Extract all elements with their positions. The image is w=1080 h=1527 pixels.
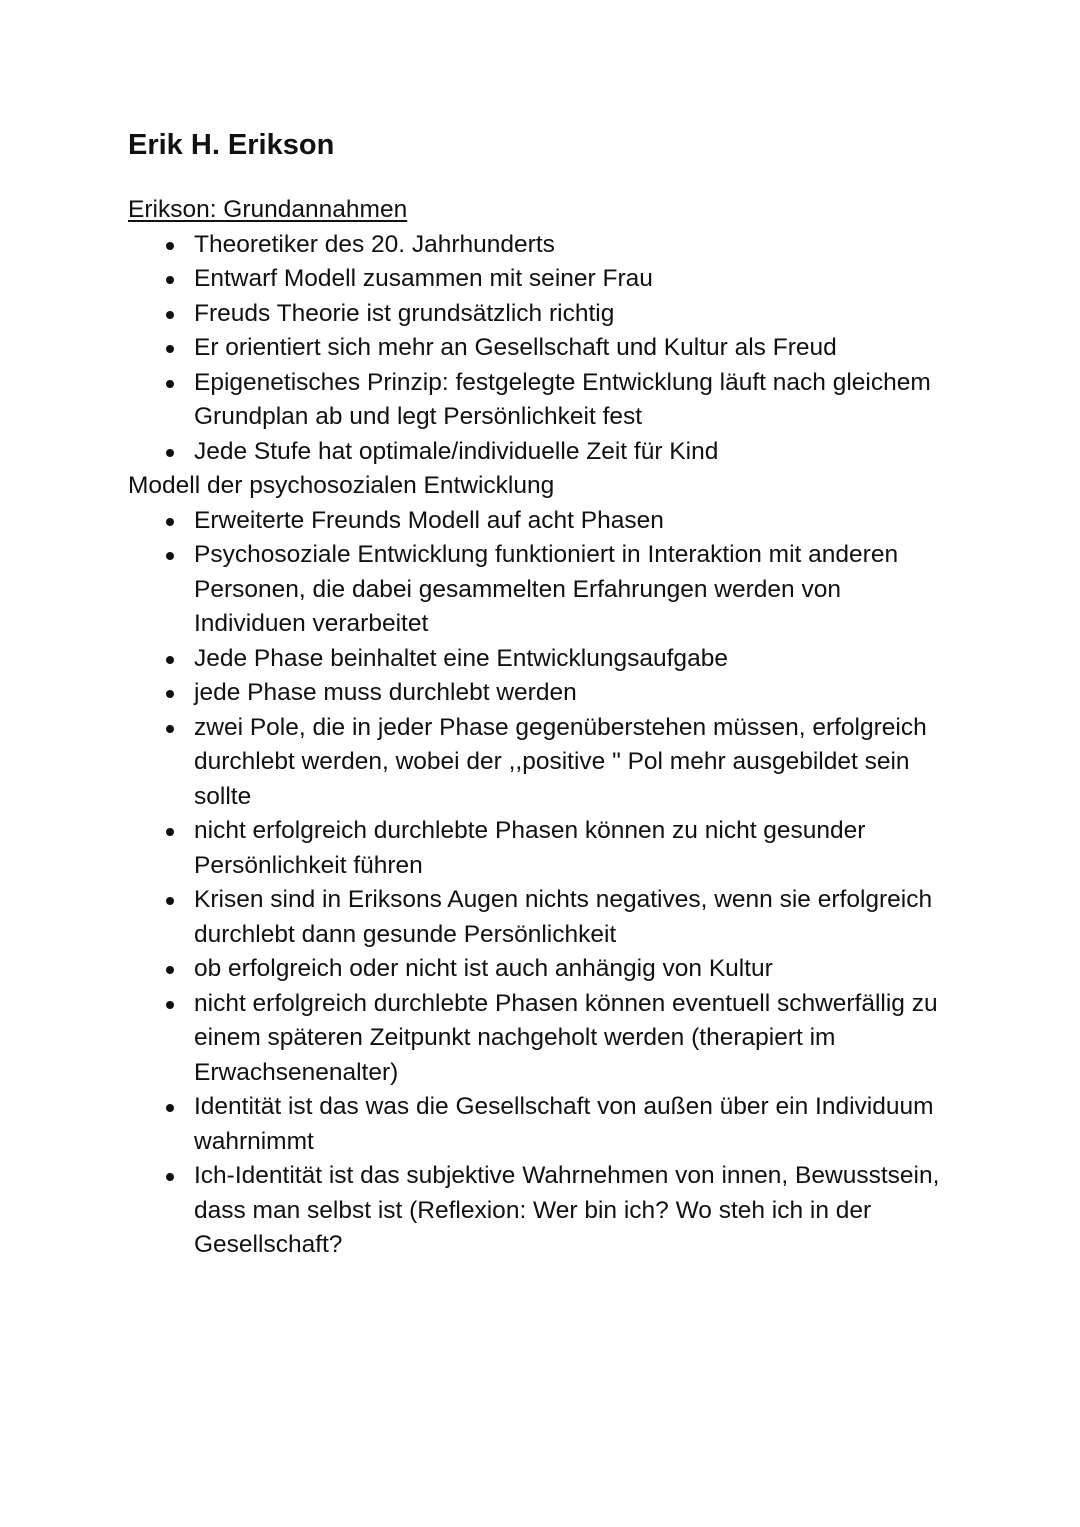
list-item bbox=[128, 642, 958, 677]
list-item-text: Identität ist das was die Gesellschaft von außen über ein Individuum wahrnimmt bbox=[194, 1093, 934, 1155]
bullet-icon bbox=[166, 828, 174, 836]
list-item-text: ob erfolgreich oder nicht ist auch anhängig von Kultur bbox=[194, 955, 773, 982]
list-item-text: nicht erfolgreich durchlebte Phasen können eventuell schwerfällig zu einem späteren Zeitpunkt nachgeholt werden (therapiert im Erwachsenenalter) bbox=[194, 989, 938, 1086]
list-item-text: Krisen sind in Eriksons Augen nichts negatives, wenn sie erfolgreich durchlebt dann gesunde Persönlichkeit bbox=[194, 886, 933, 948]
bullet-icon bbox=[166, 518, 174, 526]
bullet-icon bbox=[166, 1173, 174, 1181]
bullet-icon bbox=[166, 380, 174, 388]
list-item bbox=[128, 814, 958, 883]
list-item-text: Jede Stufe hat optimale/individuelle Zeit für Kind bbox=[194, 437, 719, 465]
list-item bbox=[128, 538, 958, 642]
list-item bbox=[128, 366, 958, 435]
section-heading: Erikson: Grundannahmen bbox=[128, 196, 408, 223]
bullet-icon bbox=[166, 345, 174, 353]
section-heading: Modell der psychosozialen Entwicklung bbox=[128, 472, 555, 499]
list-item-text: Freuds Theorie ist grundsätzlich richtig bbox=[194, 299, 615, 327]
section-psychosoziale-entwicklung bbox=[128, 469, 958, 1263]
list-item bbox=[128, 331, 958, 366]
bullet-icon bbox=[166, 897, 174, 905]
list-item bbox=[128, 262, 958, 297]
bullet-list bbox=[128, 228, 958, 470]
bullet-icon bbox=[166, 1104, 174, 1112]
list-item-text: Theoretiker des 20. Jahrhunderts bbox=[194, 230, 555, 258]
section-grundannahmen bbox=[128, 193, 958, 469]
list-item bbox=[128, 504, 958, 539]
list-item-text: Erweiterte Freunds Modell auf acht Phasen bbox=[194, 506, 664, 534]
list-item-text: Entwarf Modell zusammen mit seiner Frau bbox=[194, 265, 653, 292]
list-item bbox=[128, 676, 958, 711]
bullet-icon bbox=[166, 656, 174, 664]
list-item bbox=[128, 987, 958, 1091]
bullet-icon bbox=[166, 690, 174, 698]
list-item bbox=[128, 297, 958, 332]
list-item-text: Er orientiert sich mehr an Gesellschaft und Kultur als Freud bbox=[194, 334, 837, 361]
list-item bbox=[128, 1090, 958, 1159]
bullet-icon bbox=[166, 242, 174, 250]
bullet-icon bbox=[166, 276, 174, 284]
list-item-text: jede Phase muss durchlebt werden bbox=[194, 679, 577, 706]
list-item bbox=[128, 228, 958, 263]
bullet-icon bbox=[166, 725, 174, 733]
list-item-text: Ich-Identität ist das subjektive Wahrnehmen von innen, Bewusstsein, dass man selbst ist (Reflexion: Wer bin ich? Wo steh ich in der Gesellschaft? bbox=[194, 1162, 940, 1258]
bullet-list bbox=[128, 504, 958, 1263]
list-item-text: nicht erfolgreich durchlebte Phasen können zu nicht gesunder Persönlichkeit führen bbox=[194, 817, 866, 879]
document-body bbox=[128, 193, 958, 1263]
list-item-text: Epigenetisches Prinzip: festgelegte Entwicklung läuft nach gleichem Grundplan ab und legt Persönlichkeit fest bbox=[194, 368, 931, 430]
list-item-text: zwei Pole, die in jeder Phase gegenüberstehen müssen, erfolgreich durchlebt werden, wobei der ,,positive " Pol mehr ausgebildet sein sollte bbox=[194, 713, 927, 810]
bullet-icon bbox=[166, 311, 174, 319]
list-item bbox=[128, 952, 958, 987]
list-item bbox=[128, 435, 958, 470]
list-item-text: Psychosoziale Entwicklung funktioniert in Interaktion mit anderen Personen, die dabei gesammelten Erfahrungen werden von Individuen verarbeitet bbox=[194, 541, 899, 637]
list-item bbox=[128, 711, 958, 815]
bullet-icon bbox=[166, 1001, 174, 1009]
bullet-icon bbox=[166, 449, 174, 457]
list-item-text: Jede Phase beinhaltet eine Entwicklungsaufgabe bbox=[194, 644, 728, 672]
list-item bbox=[128, 883, 958, 952]
bullet-icon bbox=[166, 552, 174, 560]
bullet-icon bbox=[166, 966, 174, 974]
document-title: Erik H. Erikson bbox=[128, 129, 335, 161]
list-item bbox=[128, 1159, 958, 1263]
